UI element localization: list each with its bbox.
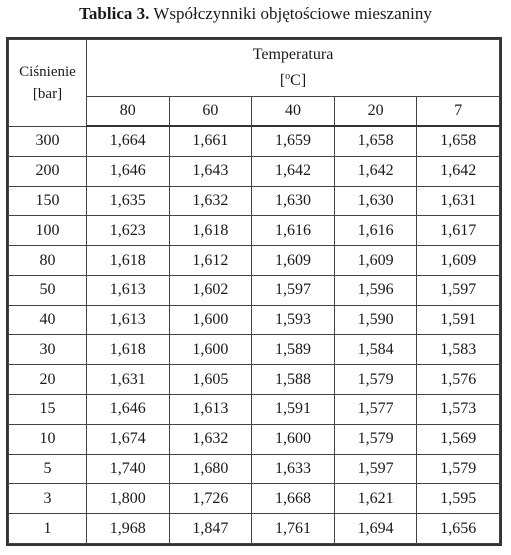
pressure-header-label: Ciśnienie xyxy=(19,63,76,80)
coefficient-cell: 1,656 xyxy=(417,514,500,544)
coefficient-cell: 1,632 xyxy=(169,186,252,216)
coefficients-table-frame xyxy=(6,37,502,546)
pressure-column-header xyxy=(9,40,87,127)
coefficient-cell: 1,617 xyxy=(417,216,500,246)
coefficient-cell: 1,618 xyxy=(87,335,170,365)
temperature-header-label: Temperatura xyxy=(252,46,334,63)
pressure-cell: 50 xyxy=(9,275,87,305)
table-caption-text: Współczynniki objętościowe mieszaniny xyxy=(149,4,432,23)
coefficient-cell: 1,579 xyxy=(417,454,500,484)
pressure-header-unit: [bar] xyxy=(32,85,63,102)
coefficient-cell: 1,633 xyxy=(252,454,335,484)
table-row xyxy=(9,305,500,335)
coefficient-cell: 1,602 xyxy=(169,275,252,305)
coefficient-cell: 1,694 xyxy=(334,514,417,544)
coefficient-cell: 1,613 xyxy=(87,305,170,335)
coefficient-cell: 1,605 xyxy=(169,365,252,395)
temperature-column-header: 40 xyxy=(252,97,335,127)
pressure-cell: 20 xyxy=(9,365,87,395)
coefficient-cell: 1,600 xyxy=(169,305,252,335)
temperature-column-header: 20 xyxy=(334,97,417,127)
coefficient-cell: 1,726 xyxy=(169,484,252,514)
coefficient-cell: 1,596 xyxy=(334,275,417,305)
coefficient-cell: 1,630 xyxy=(334,186,417,216)
pressure-cell: 15 xyxy=(9,395,87,425)
table-row xyxy=(9,514,500,544)
temperature-group-header xyxy=(87,40,500,97)
coefficient-cell: 1,600 xyxy=(169,335,252,365)
coefficient-cell: 1,618 xyxy=(169,216,252,246)
table-row xyxy=(9,275,500,305)
coefficients-table xyxy=(8,39,500,544)
coefficient-cell: 1,609 xyxy=(334,246,417,276)
pressure-cell: 200 xyxy=(9,156,87,186)
table-row xyxy=(9,186,500,216)
coefficient-cell: 1,576 xyxy=(417,365,500,395)
coefficient-cell: 1,589 xyxy=(252,335,335,365)
coefficient-cell: 1,630 xyxy=(252,186,335,216)
coefficient-cell: 1,616 xyxy=(252,216,335,246)
pressure-cell: 5 xyxy=(9,454,87,484)
coefficient-cell: 1,583 xyxy=(417,335,500,365)
coefficient-cell: 1,661 xyxy=(169,126,252,156)
coefficient-cell: 1,642 xyxy=(334,156,417,186)
coefficient-cell: 1,597 xyxy=(252,275,335,305)
coefficient-cell: 1,595 xyxy=(417,484,500,514)
pressure-cell: 3 xyxy=(9,484,87,514)
table-caption xyxy=(0,4,511,24)
table-row xyxy=(9,335,500,365)
pressure-cell: 10 xyxy=(9,424,87,454)
coefficient-cell: 1,597 xyxy=(417,275,500,305)
table-caption-label: Tablica 3. xyxy=(79,4,150,23)
coefficient-cell: 1,659 xyxy=(252,126,335,156)
pressure-cell: 40 xyxy=(9,305,87,335)
coefficient-cell: 1,590 xyxy=(334,305,417,335)
pressure-cell: 30 xyxy=(9,335,87,365)
coefficient-cell: 1,613 xyxy=(87,275,170,305)
coefficient-cell: 1,577 xyxy=(334,395,417,425)
header-row-temperature xyxy=(9,40,500,97)
pressure-cell: 100 xyxy=(9,216,87,246)
coefficient-cell: 1,612 xyxy=(169,246,252,276)
pressure-cell: 300 xyxy=(9,126,87,156)
coefficient-cell: 1,800 xyxy=(87,484,170,514)
coefficient-cell: 1,646 xyxy=(87,395,170,425)
temperature-column-header: 7 xyxy=(417,97,500,127)
coefficient-cell: 1,618 xyxy=(87,246,170,276)
coefficient-cell: 1,642 xyxy=(252,156,335,186)
table-row xyxy=(9,484,500,514)
coefficient-cell: 1,847 xyxy=(169,514,252,544)
coefficient-cell: 1,569 xyxy=(417,424,500,454)
coefficient-cell: 1,631 xyxy=(417,186,500,216)
coefficient-cell: 1,621 xyxy=(334,484,417,514)
pressure-cell: 150 xyxy=(9,186,87,216)
coefficient-cell: 1,658 xyxy=(334,126,417,156)
coefficient-cell: 1,761 xyxy=(252,514,335,544)
pressure-cell: 1 xyxy=(9,514,87,544)
coefficient-cell: 1,616 xyxy=(334,216,417,246)
coefficient-cell: 1,623 xyxy=(87,216,170,246)
coefficient-cell: 1,740 xyxy=(87,454,170,484)
temperature-column-header: 60 xyxy=(169,97,252,127)
table-row xyxy=(9,365,500,395)
coefficient-cell: 1,674 xyxy=(87,424,170,454)
temperature-header-unit: [$^o$C] xyxy=(279,71,307,89)
coefficient-cell: 1,968 xyxy=(87,514,170,544)
temperature-column-header: 80 xyxy=(87,97,170,127)
pressure-cell: 80 xyxy=(9,246,87,276)
coefficient-cell: 1,600 xyxy=(252,424,335,454)
coefficient-cell: 1,613 xyxy=(169,395,252,425)
coefficient-cell: 1,642 xyxy=(417,156,500,186)
coefficient-cell: 1,573 xyxy=(417,395,500,425)
table-row xyxy=(9,424,500,454)
coefficient-cell: 1,635 xyxy=(87,186,170,216)
table-row xyxy=(9,395,500,425)
coefficient-cell: 1,680 xyxy=(169,454,252,484)
coefficient-cell: 1,646 xyxy=(87,156,170,186)
coefficient-cell: 1,579 xyxy=(334,424,417,454)
coefficient-cell: 1,632 xyxy=(169,424,252,454)
table-row xyxy=(9,216,500,246)
table-row xyxy=(9,246,500,276)
coefficient-cell: 1,593 xyxy=(252,305,335,335)
table-row xyxy=(9,454,500,484)
coefficient-cell: 1,668 xyxy=(252,484,335,514)
coefficient-cell: 1,609 xyxy=(252,246,335,276)
coefficient-cell: 1,584 xyxy=(334,335,417,365)
coefficient-cell: 1,579 xyxy=(334,365,417,395)
coefficient-cell: 1,588 xyxy=(252,365,335,395)
coefficient-cell: 1,643 xyxy=(169,156,252,186)
coefficient-cell: 1,658 xyxy=(417,126,500,156)
table-body xyxy=(9,126,500,544)
coefficient-cell: 1,664 xyxy=(87,126,170,156)
table-row xyxy=(9,156,500,186)
coefficient-cell: 1,597 xyxy=(334,454,417,484)
coefficient-cell: 1,591 xyxy=(252,395,335,425)
coefficient-cell: 1,591 xyxy=(417,305,500,335)
coefficient-cell: 1,609 xyxy=(417,246,500,276)
coefficient-cell: 1,631 xyxy=(87,365,170,395)
table-row xyxy=(9,126,500,156)
